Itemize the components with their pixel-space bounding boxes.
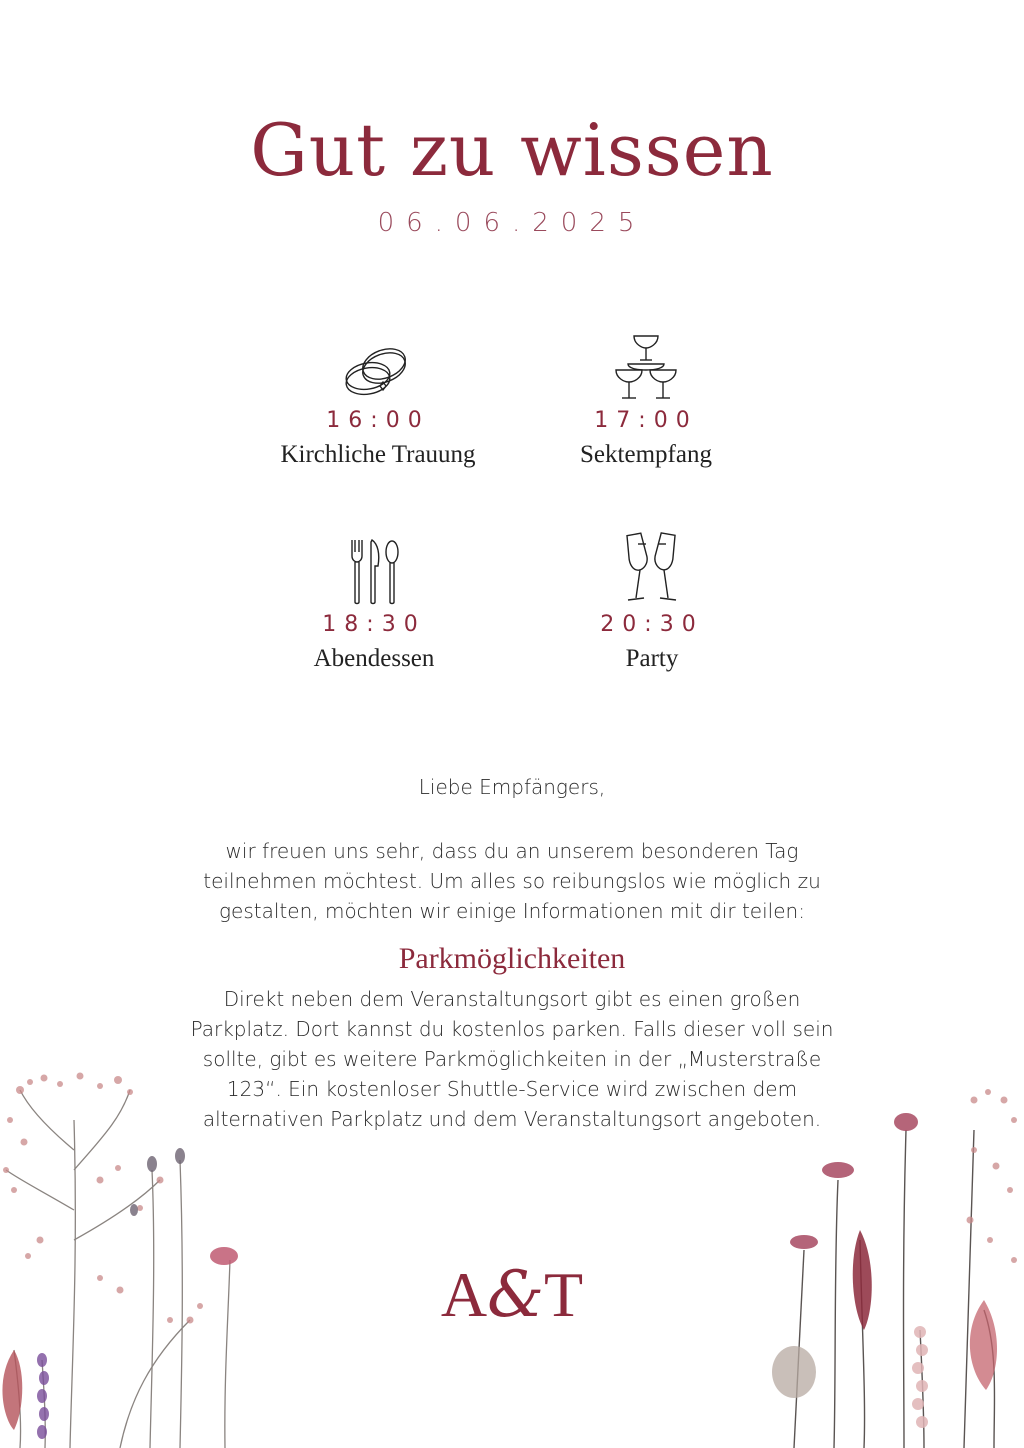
page-title: Gut zu wissen <box>250 108 774 192</box>
left-dried-flowers-illustration <box>0 1060 260 1448</box>
schedule-event: Sektempfang <box>580 441 712 468</box>
letter-greeting: Liebe Empfängers, <box>418 775 606 799</box>
schedule-event: Kirchliche Trauung <box>280 441 476 468</box>
monogram-right: T <box>544 1259 584 1330</box>
schedule-item-dinner <box>224 538 524 673</box>
monogram-left: A <box>440 1259 488 1330</box>
schedule-item-ceremony <box>228 338 528 469</box>
event-date: 06.06.2025 <box>377 208 647 238</box>
schedule-item-party <box>502 532 802 673</box>
cutlery-icon <box>344 538 404 606</box>
schedule-item-reception <box>496 334 796 469</box>
schedule-event: Party <box>625 645 679 672</box>
champagne-tower-icon <box>614 334 678 402</box>
letter-intro: wir freuen uns sehr, dass du an unserem besonderen Tag teilnehmen möchtest. Um alles so reibungslos wie möglich zu gestalten, möchten wir einige Informationen mit dir teilen: <box>203 839 821 923</box>
schedule-event: Abendessen <box>313 645 435 672</box>
monogram-ampersand: & <box>487 1258 545 1332</box>
wedding-rings-icon <box>338 338 418 402</box>
schedule-time: 17:00 <box>594 408 698 433</box>
parking-title: Parkmöglichkeiten <box>398 942 626 975</box>
right-dried-flowers-illustration <box>764 1070 1024 1448</box>
schedule-time: 16:00 <box>326 408 430 433</box>
schedule-time: 18:30 <box>322 612 426 637</box>
schedule-time: 20:30 <box>600 612 704 637</box>
parking-body: Direkt neben dem Veranstaltungsort gibt es einen großen Parkplatz. Dort kannst du kostenlos parken. Falls dieser voll sein sollte, gibt es weitere Parkmöglichkeiten in der „Musterstraße 123“. Ein kostenloser Shuttle-Service wird zwischen dem alternativen Parkplatz und dem Veranstaltungsort angeboten. <box>190 987 834 1131</box>
toasting-glasses-icon <box>624 532 680 606</box>
